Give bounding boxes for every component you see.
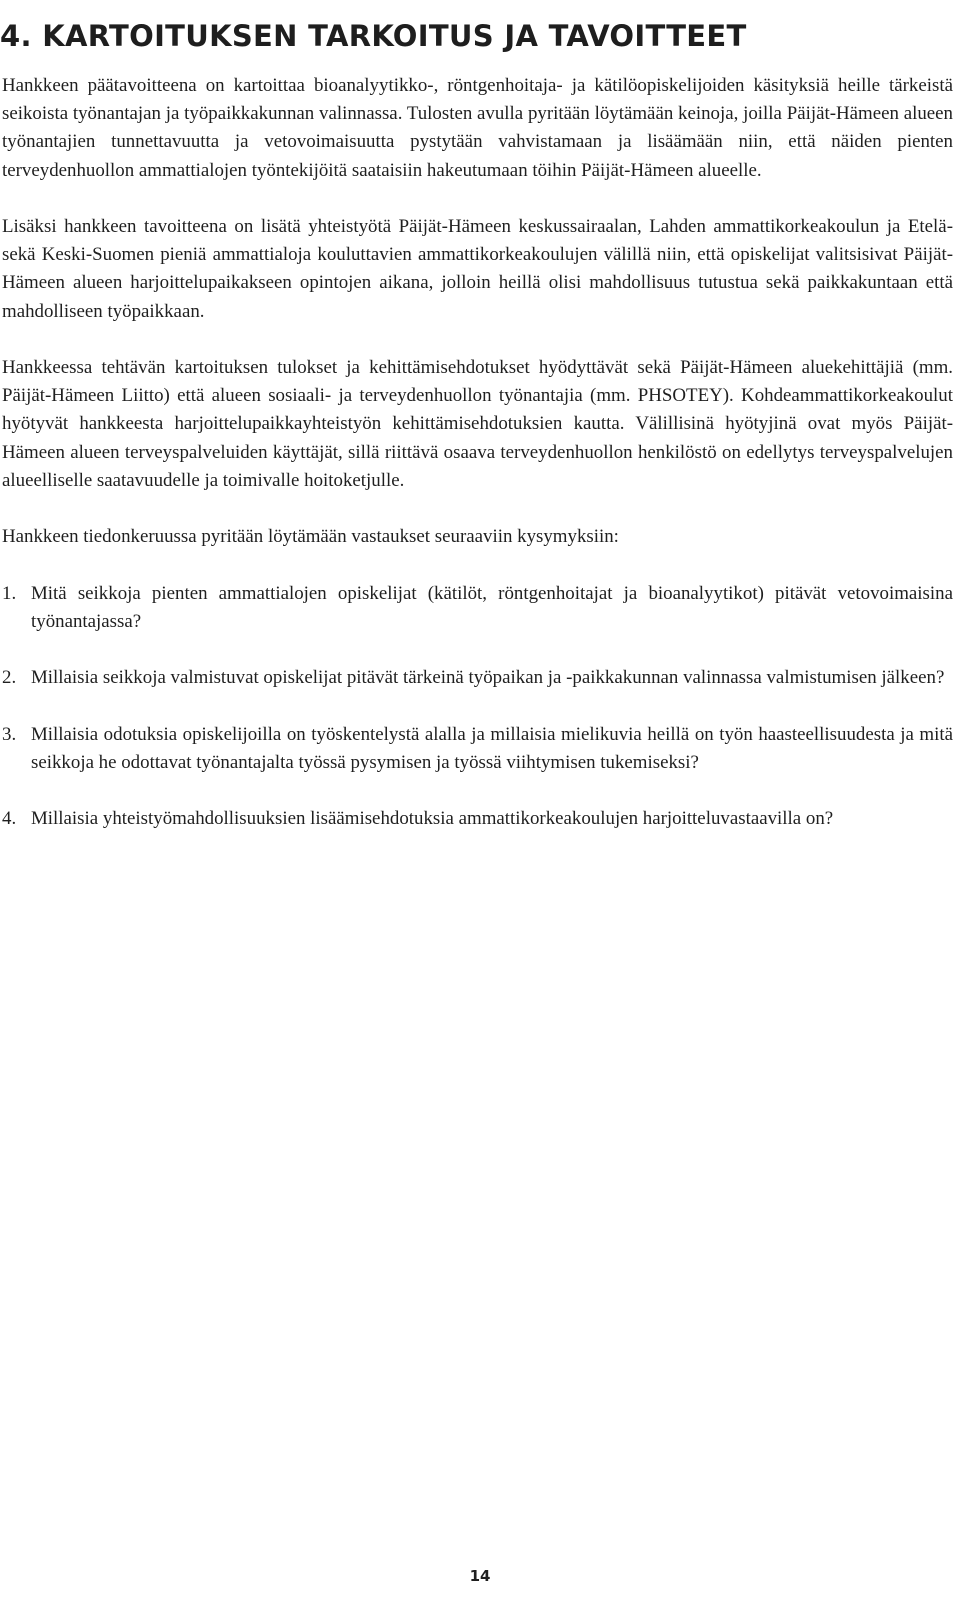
question-text: Millaisia seikkoja valmistuvat opiskelijat pitävät tärkeinä työpaikan ja -paikkakunnan valinnassa valmistumisen jälkeen? [31,667,945,689]
question-item [2,580,953,636]
question-text: Millaisia yhteistyömahdollisuuksien lisäämisehdotuksia ammattikorkeakoulujen harjoitteluvastaavilla on? [31,808,834,830]
question-number: 4. [2,808,17,830]
paragraph-cooperation: Lisäksi hankkeen tavoitteena on lisätä yhteistyötä Päijät-Hämeen keskussairaalan, Lahden ammattikorkeakoulun ja Etelä- sekä Keski-Suomen pieniä ammattialoja kouluttavien ammattikorkeakoulujen välillä niin, että opiskelijat valitsisivat Päijät-Hämeen alueen harjoittelupaikakseen opintojen aikana, jolloin heillä olisi mahdollisuus tutustua sekä paikkakuntaan että mahdolliseen työpaikkaan. [2,216,953,322]
page-number: 14 [469,1567,491,1585]
body-text [2,72,953,862]
paragraph-objective: Hankkeen päätavoitteena on kartoittaa bioanalyytikko-, röntgenhoitaja- ja kätilöopiskelijoiden käsityksiä heille tärkeistä seikoista työnantajan ja työpaikkakunnan valinnassa. Tulosten avulla pyritään löytämään keinoja, joilla Päijät-Hämeen alueen työnantajien tunnettavuutta ja vetovoimaisuutta pystytään vahvistamaan ja lisäämään niin, että näiden pienten terveydenhuollon ammattialojen työntekijöitä saataisiin hakeutumaan töihin Päijät-Hämeen alueelle. [2,75,953,181]
paragraph-beneficiaries: Hankkeessa tehtävän kartoituksen tulokset ja kehittämisehdotukset hyödyttävät sekä Päijät-Hämeen aluekehittäjiä (mm. Päijät-Hämeen Liitto) että alueen sosiaali- ja terveydenhuollon työnantajia (mm. PHSOTEY). Kohdeammattikorkeakoulut hyötyvät hankkeesta harjoittelupaikkayhteistyön kehittämisehdotuksien kautta. Välillisinä hyötyjinä ovat myös Päijät-Hämeen alueen terveyspalveluiden käyttäjät, sillä riittävä osaava terveydenhuollon henkilöstö on edellytys terveyspalvelujen alueelliselle saatavuudelle ja toimivalle hoitoketjulle. [2,357,953,491]
question-number: 3. [2,723,17,745]
question-item [2,721,953,777]
paragraph-questions-intro: Hankkeen tiedonkeruussa pyritään löytämään vastaukset seuraaviin kysymyksiin: [2,526,619,548]
question-item [2,664,953,692]
section-heading: 4. KARTOITUKSEN TARKOITUS JA TAVOITTEET [0,19,747,54]
question-text: Mitä seikkoja pienten ammattialojen opiskelijat (kätilöt, röntgenhoitajat ja bioanalyytikot) pitävät vetovoimaisina työnantajassa? [31,582,953,632]
question-text: Millaisia odotuksia opiskelijoilla on työskentelystä alalla ja millaisia mielikuvia heillä on työn haasteellisuudesta ja mitä seikkoja he odottavat työnantajalta työssä pysymisen ja työssä viihtymisen tukemiseksi? [31,723,953,773]
questions-list [2,580,953,834]
question-number: 1. [2,582,17,604]
question-item [2,805,953,833]
question-number: 2. [2,667,17,689]
